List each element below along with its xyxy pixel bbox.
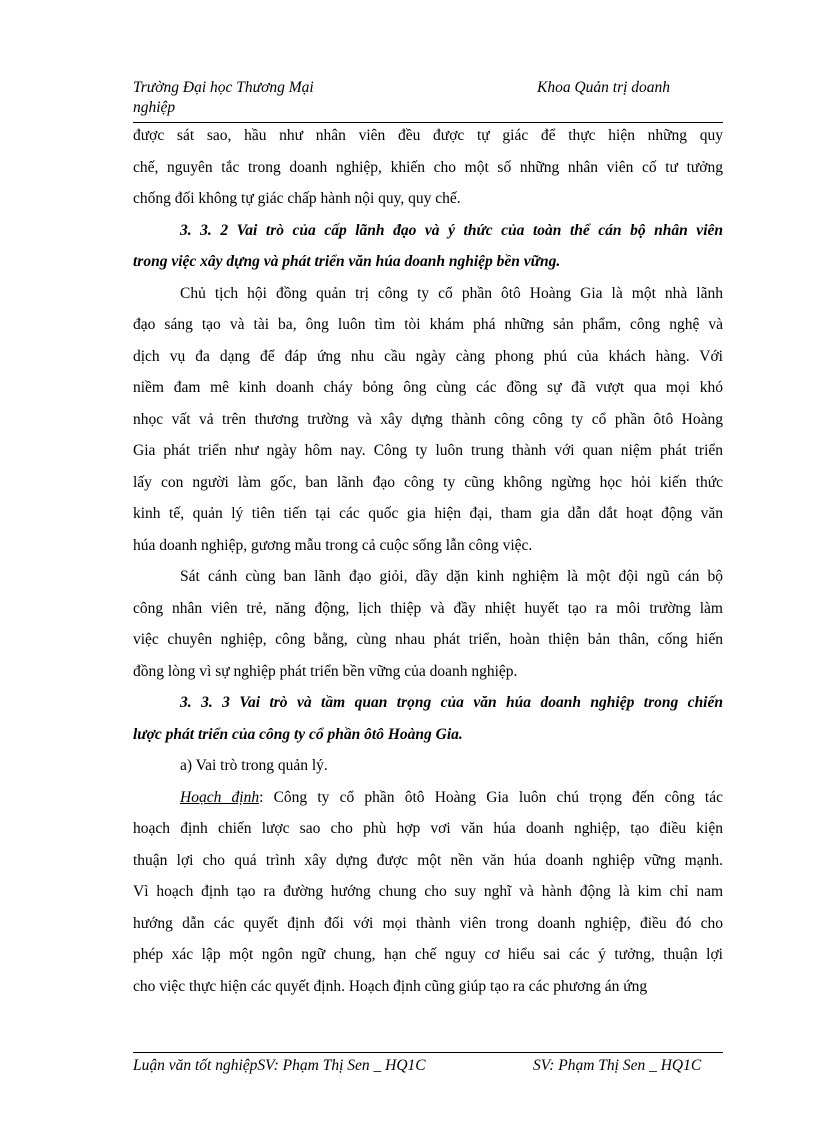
footer-left: Luận văn tốt nghiệpSV: Phạm Thị Sen _ HQ1C [133,1057,426,1074]
text-line: cho việc thực hiện các quyết định. Hoạch định cũng giúp tạo ra các phương án ứng [133,977,648,995]
header-university: Trường Đại học Thương Mại [133,79,314,96]
text-line: niềm đam mê kinh doanh cháy bỏng ông cùng các đồng sự đã vượt qua mọi khó [133,379,723,396]
text-line: Gia phát triển như ngày hôm nay. Công ty luôn trung thành với quan niệm phát triển [133,442,723,459]
text-line: được sát sao, hầu như nhân viên đều được tự giác để thực hiện những quy [133,127,723,144]
text-line: công nhân viên trẻ, năng động, lịch thiệp và đầy nhiệt huyết tạo ra môi trường làm [133,599,723,617]
text-line: chế, nguyên tắc trong doanh nghiệp, khiến cho một số những nhân viên cố tư tưởng [133,158,723,176]
document-body [133,120,723,1002]
section-heading-3-3-2-cont: trong việc xây dựng và phát triển văn húa doanh nghiệp bền vững. [133,253,561,270]
text-line: Chủ tịch hội đồng quản trị công ty cổ phần ôtô Hoàng Gia là một nhà lãnh [180,284,723,302]
header-faculty-wrap: nghiệp [133,99,176,116]
text-line: đồng lòng vì sự nghiệp phát triển bền vững của doanh nghiệp. [133,662,518,680]
text-line: phép xác lập một ngôn ngữ chung, hạn chế nguy cơ hiểu sai các ý tưởng, thuận lợi [133,946,723,963]
text-line: hoạch định chiến lược sao cho phù hợp vơi văn húa doanh nghiệp, tạo điều kiện [133,820,723,837]
footer-right: SV: Phạm Thị Sen _ HQ1C [533,1057,702,1074]
hoach-dinh-text: : Công ty cổ phần ôtô Hoàng Gia luôn chú trọng đến công tác [259,788,723,806]
text-line: dịch vụ đa dạng để đáp ứng nhu cầu ngày càng phong phú của khách hàng. Với [133,347,723,365]
text-line: đạo sáng tạo và tài ba, ông luôn tìm tòi khám phá những sản phẩm, công nghệ và [133,316,723,333]
section-heading-3-3-3: 3. 3. 3 Vai trò và tầm quan trọng của văn húa doanh nghiệp trong chiến [180,694,723,711]
text-line: húa doanh nghiệp, gương mẫu trong cả cuộc sống lẫn công việc. [133,536,533,554]
section-heading-3-3-3-cont: lược phát triển của công ty cổ phần ôtô Hoàng Gia. [133,725,463,743]
subsection-a: a) Vai trò trong quản lý. [180,757,328,774]
text-line-hoach-dinh [133,782,723,814]
text-line: Sát cánh cùng ban lãnh đạo giỏi, dầy dặn kinh nghiệm là một đội ngũ cán bộ [180,568,723,585]
header-faculty: Khoa Quản trị doanh [537,79,671,96]
page-footer [133,1052,723,1074]
text-line: lấy con người làm gốc, ban lãnh đạo công ty cũng không ngừng học hỏi kiến thức [133,473,723,491]
text-line: thuận lợi cho quá trình xây dựng được một nền văn húa doanh nghiệp vững mạnh. [133,851,723,869]
text-line: việc chuyên nghiệp, công bằng, cùng nhau phát triển, hoàn thiện bản thân, cống hiến [133,631,723,648]
text-line: nhọc vất vả trên thương trường và xây dựng thành công công ty cổ phần ôtô Hoàng [133,410,723,428]
text-line: chống đối không tự giác chấp hành nội quy, quy chế. [133,190,461,207]
section-heading-3-3-2: 3. 3. 2 Vai trò của cấp lãnh đạo và ý thức của toàn thể cán bộ nhân viên [180,221,723,239]
text-line: Vì hoạch định tạo ra đường hướng chung cho suy nghĩ và hành động là kim chỉ nam [133,883,723,900]
page-header [133,78,723,123]
text-line: kinh tế, quản lý tiên tiến tại các quốc gia hiện đại, tham gia dẫn dắt hoạt động văn [133,505,723,522]
hoach-dinh-label: Hoạch định [180,788,260,806]
text-line: hướng dẫn các quyết định đối với mọi thành viên trong doanh nghiệp, điều đó cho [133,914,723,932]
